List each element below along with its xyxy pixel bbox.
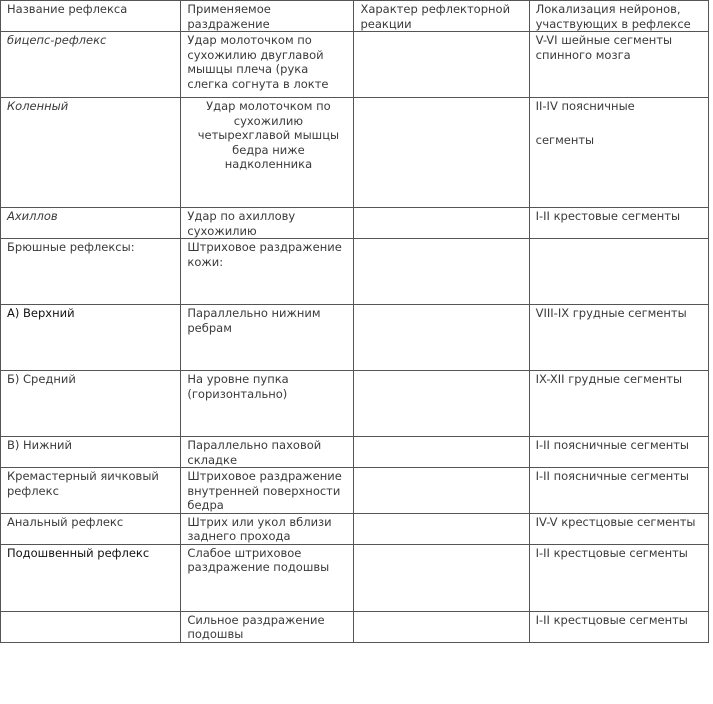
reflex-name-cell: бицепс-рефлекс	[1, 32, 181, 98]
reaction-cell	[354, 544, 529, 611]
localization-cell: VIII-IX грудные сегменты	[529, 305, 708, 371]
localization-line: сегменты	[535, 132, 595, 147]
localization-cell: I-II крестцовые сегменты	[529, 544, 708, 611]
reaction-cell	[354, 468, 529, 514]
stimulus-cell: Штрих или укол вблизи заднего прохода	[181, 513, 354, 544]
localization-cell	[529, 98, 708, 208]
localization-cell: IV-V крестцовые сегменты	[529, 513, 708, 544]
table-row	[1, 468, 709, 514]
header-stimulus: Применяемое раздражение	[181, 1, 354, 32]
table-row	[1, 544, 709, 611]
reaction-cell	[354, 437, 529, 468]
reflex-name-cell: А) Верхний	[1, 305, 181, 371]
stimulus-cell: Удар молоточком по сухожилию двуглавой мышцы плеча (рука слегка согнута в локте	[181, 32, 354, 98]
stimulus-cell: Параллельно паховой складке	[181, 437, 354, 468]
table-row	[1, 437, 709, 468]
reaction-cell	[354, 611, 529, 642]
reflex-name-cell: Коленный	[1, 98, 181, 208]
stimulus-cell: Удар по ахиллову сухожилию	[181, 208, 354, 239]
table-row	[1, 371, 709, 437]
reflex-name-cell: Кремастерный яичковый рефлекс	[1, 468, 181, 514]
stimulus-cell: Параллельно нижним ребрам	[181, 305, 354, 371]
reflex-name-cell	[1, 611, 181, 642]
header-reaction: Характер рефлекторной реакции	[354, 1, 529, 32]
reaction-cell	[354, 305, 529, 371]
reaction-cell	[354, 98, 529, 208]
table-header-row	[1, 1, 709, 32]
localization-cell	[529, 239, 708, 305]
reflex-name-cell: Брюшные рефлексы:	[1, 239, 181, 305]
localization-cell: I-II поясничные сегменты	[529, 468, 708, 514]
reaction-cell	[354, 208, 529, 239]
stimulus-cell: Удар молоточком по сухожилию четырехглавой мышцы бедра ниже надколенника	[181, 98, 354, 208]
table-row	[1, 239, 709, 305]
reflex-name-cell: В) Нижний	[1, 437, 181, 468]
stimulus-cell: На уровне пупка (горизонтально)	[181, 371, 354, 437]
reflex-name-cell: Подошвенный рефлекс	[1, 544, 181, 611]
reflex-name-cell: Ахиллов	[1, 208, 181, 239]
stimulus-cell: Штриховое раздражение кожи:	[181, 239, 354, 305]
table-row	[1, 611, 709, 642]
header-reflex-name: Название рефлекса	[1, 1, 181, 32]
stimulus-cell: Слабое штриховое раздражение подошвы	[181, 544, 354, 611]
localization-cell: I-II поясничные сегменты	[529, 437, 708, 468]
table-row	[1, 32, 709, 98]
table-row	[1, 208, 709, 239]
reaction-cell	[354, 239, 529, 305]
reaction-cell	[354, 32, 529, 98]
table-row	[1, 513, 709, 544]
reaction-cell	[354, 513, 529, 544]
localization-cell: I-II крестцовые сегменты	[529, 611, 708, 642]
stimulus-cell: Штриховое раздражение внутренней поверхности бедра	[181, 468, 354, 514]
localization-cell: I-II крестовые сегменты	[529, 208, 708, 239]
localization-line: II-IV поясничные	[535, 99, 635, 113]
reflex-name-cell: Анальный рефлекс	[1, 513, 181, 544]
reflex-name-cell: Б) Средний	[1, 371, 181, 437]
localization-cell: V-VI шейные сегменты спинного мозга	[529, 32, 708, 98]
table-row	[1, 305, 709, 371]
table-row	[1, 98, 709, 208]
reaction-cell	[354, 371, 529, 437]
header-localization: Локализация нейронов, участвующих в рефлексе	[529, 1, 708, 32]
localization-cell: IX-XII грудные сегменты	[529, 371, 708, 437]
stimulus-cell: Сильное раздражение подошвы	[181, 611, 354, 642]
